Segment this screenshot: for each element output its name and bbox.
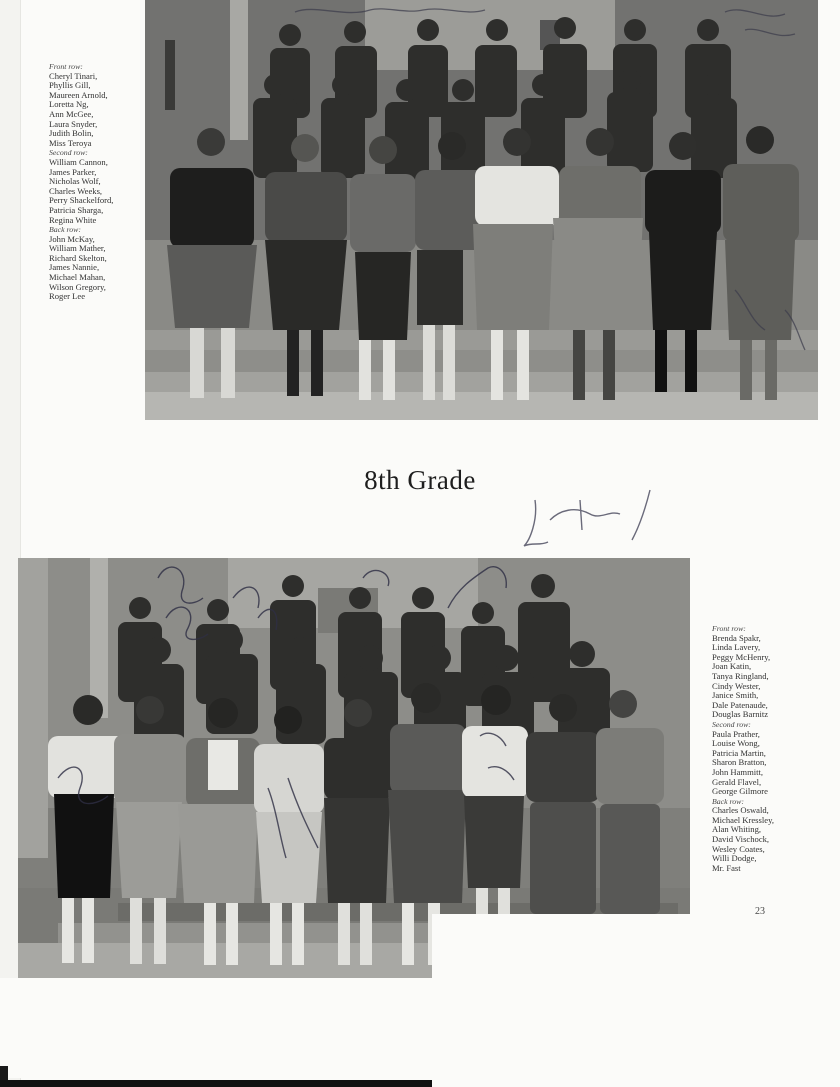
caption-name: Roger Lee: [49, 291, 86, 302]
caption-heading: Front row:: [712, 624, 746, 633]
caption-name: Louise Wong,: [712, 738, 760, 749]
caption-name: Brenda Spakr,: [712, 632, 761, 643]
caption-section-front: [49, 62, 141, 148]
signature-handwriting: [520, 480, 720, 560]
caption-heading: Second row:: [49, 148, 88, 158]
caption-name: Charles Weeks,: [49, 185, 103, 196]
caption-bottom-photo: [712, 624, 812, 873]
page-title: 8th Grade: [364, 465, 476, 495]
caption-top-photo: [49, 62, 141, 302]
page-blank-area: [0, 978, 460, 1078]
caption-name: John Hammitt,: [712, 766, 764, 777]
caption-section-second: [49, 148, 141, 225]
caption-name: Judith Bolin,: [49, 128, 94, 139]
caption-name: Miss Teroya: [49, 137, 92, 148]
caption-name: Perry Shackelford,: [49, 195, 114, 206]
caption-section-back: [49, 225, 141, 302]
caption-name: William Cannon,: [49, 156, 108, 167]
caption-name: Phyllis Gill,: [49, 80, 91, 91]
caption-name: George Gilmore: [712, 786, 768, 797]
caption-heading: Front row:: [49, 62, 83, 71]
class-photo-top-image: [145, 0, 818, 420]
caption-heading: Back row:: [712, 796, 744, 806]
caption-section-front: [712, 624, 812, 720]
caption-name: Nicholas Wolf,: [49, 176, 101, 187]
caption-name: Tanya Ringland,: [712, 670, 769, 681]
caption-name: Ann McGee,: [49, 108, 94, 119]
caption-name: David Vischock,: [712, 834, 770, 845]
caption-name: Michael Kressley,: [712, 814, 774, 825]
caption-name: Paula Prather,: [712, 728, 760, 739]
caption-name: Wilson Gregory,: [49, 281, 106, 292]
caption-name: Janice Smith,: [712, 690, 759, 701]
caption-name: John McKay,: [49, 233, 95, 244]
caption-name: William Mather,: [49, 243, 106, 254]
caption-name: Joan Katin,: [712, 661, 752, 672]
caption-name: Linda Lavery,: [712, 642, 761, 653]
caption-name: Charles Oswald,: [712, 805, 769, 816]
caption-name: Laura Snyder,: [49, 118, 98, 129]
caption-name: Peggy McHenry,: [712, 651, 771, 662]
caption-name: Regina White: [49, 214, 97, 225]
caption-name: Loretta Ng,: [49, 99, 89, 110]
class-photo-top: [145, 0, 818, 420]
caption-name: Alan Whiting,: [712, 824, 762, 835]
caption-section-back: [712, 797, 812, 874]
caption-name: Cindy Wester,: [712, 680, 761, 691]
caption-name: Douglas Barnitz: [712, 709, 769, 720]
caption-name: Michael Mahan,: [49, 272, 106, 283]
caption-name: Patricia Martin,: [712, 747, 766, 758]
caption-name: James Parker,: [49, 166, 97, 177]
caption-name: Gerald Flavel,: [712, 776, 762, 787]
caption-name: Willi Dodge,: [712, 853, 757, 864]
caption-section-second: [712, 720, 812, 797]
page-blank-area: [432, 914, 840, 1087]
caption-name: Patricia Sharga,: [49, 204, 104, 215]
caption-name: Mr. Fast: [712, 862, 741, 873]
caption-name: Dale Patenaude,: [712, 699, 768, 710]
caption-name: Sharon Bratton,: [712, 757, 767, 768]
caption-name: Maureen Arnold,: [49, 89, 108, 100]
scan-edge-bar: [0, 1080, 432, 1087]
caption-name: James Nannie,: [49, 262, 100, 273]
caption-name: Richard Skelton,: [49, 252, 107, 263]
caption-heading: Back row:: [49, 225, 81, 235]
caption-name: Cheryl Tinari,: [49, 70, 98, 81]
caption-name: Wesley Coates,: [712, 843, 765, 854]
page-number: 23: [755, 906, 765, 917]
caption-heading: Second row:: [712, 719, 751, 729]
